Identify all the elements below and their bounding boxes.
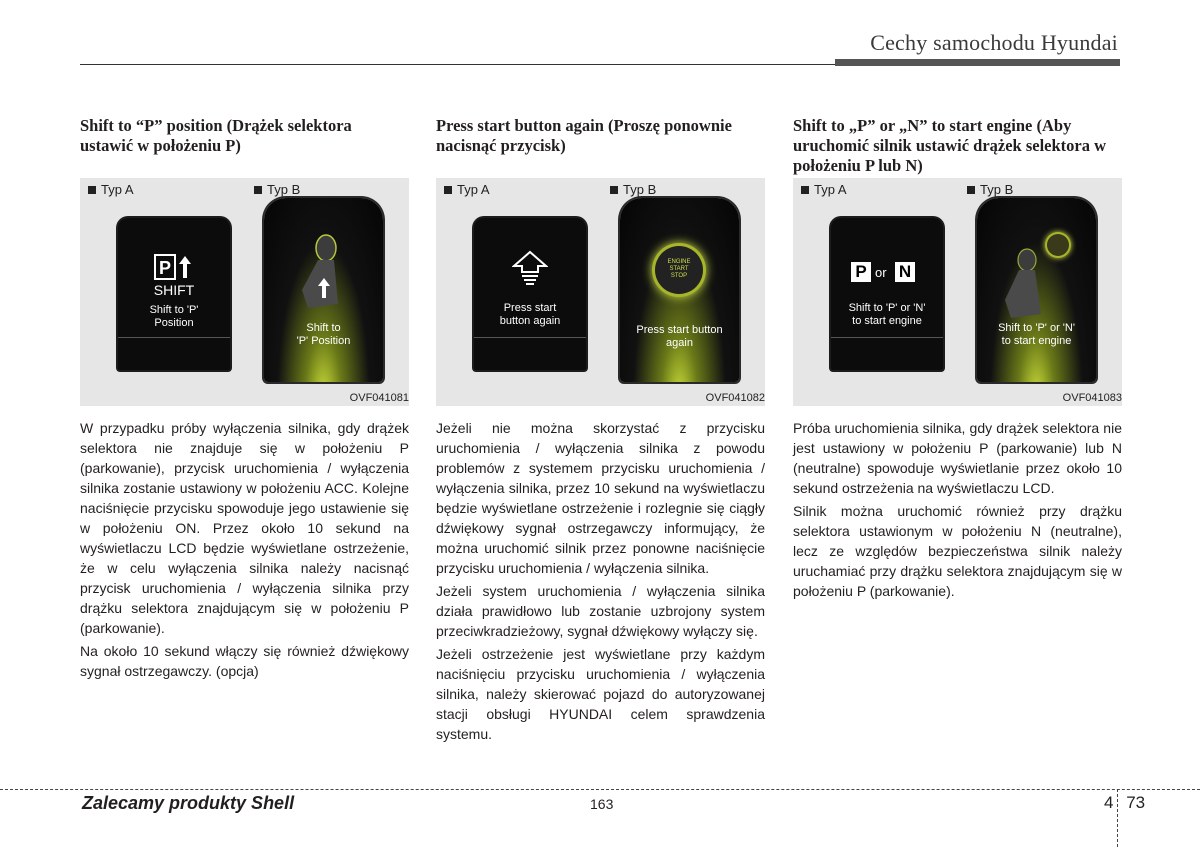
running-header: Cechy samochodu Hyundai — [870, 30, 1118, 55]
paragraph: Silnik można uruchomić również przy drążku selektora ustawionym w położeniu N (neutralne), lecz ze względów bezpieczeństwa silnik należy uruchamiać przy drążku selektora znajdującym się w położeniu P (parkowanie). — [793, 503, 1122, 599]
gear-lever-icon — [999, 248, 1055, 322]
square-bullet-icon — [610, 186, 618, 194]
type-a-tag — [444, 182, 490, 197]
type-a-label: Typ A — [814, 182, 847, 197]
panel-a-message: Press start button again — [499, 302, 561, 327]
square-bullet-icon — [254, 186, 262, 194]
figure-press-start-again — [436, 178, 765, 406]
square-bullet-icon — [967, 186, 975, 194]
display-panel-type-b — [264, 198, 383, 382]
figure-shift-to-p — [80, 178, 409, 406]
type-b-label: Typ B — [623, 182, 657, 197]
shift-text: SHIFT — [153, 282, 195, 298]
page-number: 163 — [590, 796, 614, 812]
display-panel-type-b — [977, 198, 1096, 382]
display-panel-type-a — [831, 218, 943, 370]
section-press-start-again — [436, 116, 765, 747]
type-b-label: Typ B — [267, 182, 301, 197]
section-p-or-n — [793, 116, 1122, 604]
square-bullet-icon — [88, 186, 96, 194]
footer-rule — [0, 789, 1200, 790]
panel-b-message: Shift to 'P' Position — [296, 322, 351, 347]
section-heading: Shift to “P” position (Drążek selektora ustawić w położeniu P) — [80, 116, 352, 155]
n-box: N — [895, 262, 915, 282]
start-stop-button-icon — [655, 246, 703, 294]
figure-code: OVF041082 — [705, 392, 765, 404]
footer-tagline: Zalecamy produkty Shell — [82, 793, 295, 813]
svg-text:P: P — [158, 258, 172, 278]
paragraph: Na około 10 sekund włączy się również dźwiękowy sygnał ostrzegawczy. (opcja) — [80, 643, 409, 679]
header-bar — [835, 59, 1120, 66]
park-shift-icon — [154, 254, 194, 280]
body-text — [80, 418, 409, 681]
figure-p-or-n — [793, 178, 1122, 406]
p-or-n-indicator — [851, 262, 925, 284]
chapter-page-number: 73 — [1126, 793, 1146, 812]
display-panel-type-b — [620, 198, 739, 382]
panel-a-message: Shift to 'P' or 'N' to start engine — [848, 302, 926, 327]
figure-code: OVF041081 — [349, 392, 409, 404]
or-text: or — [875, 265, 887, 280]
body-text — [793, 418, 1122, 601]
start-stop-button-text: ENGINE START STOP — [667, 259, 691, 279]
panel-b-message: Press start button again — [636, 324, 723, 349]
gear-lever-icon — [294, 234, 354, 314]
paragraph: Jeżeli ostrzeżenie jest wyświetlane przy każdym naciśnięciu przycisku uruchomienia / wyłączenia silnika, należy skierować pojazd do autoryzowanej stacji obsługi HYUNDAI celem sprawdzenia systemu. — [436, 646, 765, 742]
display-panel-type-a — [118, 218, 230, 370]
chapter-page — [1104, 793, 1145, 813]
paragraph: Jeżeli nie można skorzystać z przycisku uruchomienia / wyłączenia silnika z powodu problemów z systemem przycisku uruchomienia / wyłączenia silnika, przez 10 sekund na wyświetlaczu będzie wyświetlane ostrzeżenie i rozlegnie się ciągły dźwiękowy sygnał ostrzegawczy informujący, że można uruchomić silnik przez ponowne naciśnięcie przycisku uruchomienia / wyłączenia silnika. — [436, 420, 765, 576]
p-box: P — [851, 262, 871, 282]
display-panel-type-a — [474, 218, 586, 370]
type-b-tag — [254, 182, 300, 197]
type-b-tag — [967, 182, 1013, 197]
panel-b-message: Shift to 'P' or 'N' to start engine — [998, 322, 1075, 347]
square-bullet-icon — [444, 186, 452, 194]
section-shift-to-p — [80, 116, 409, 684]
square-bullet-icon — [801, 186, 809, 194]
type-a-label: Typ A — [457, 182, 490, 197]
type-a-tag — [88, 182, 134, 197]
paragraph: Jeżeli system uruchomienia / wyłączenia silnika działa prawidłowo lub zostanie uzbrojony system przeciwkradzieżowy, sygnał dźwiękowy wyłączy się. — [436, 583, 765, 639]
chapter-number: 4 — [1104, 793, 1114, 812]
press-button-icon — [512, 250, 548, 286]
section-heading: Press start button again (Proszę ponownie nacisnąć przycisk) — [436, 116, 732, 155]
paragraph: Próba uruchomienia silnika, gdy drążek selektora nie jest ustawiony w położeniu P (parkowanie) lub N (neutralne) spowoduje wyświetlanie przez około 10 sekund ostrzeżenia na wyświetlaczu LCD. — [793, 420, 1122, 496]
type-a-label: Typ A — [101, 182, 134, 197]
panel-a-message: Shift to 'P' Position — [149, 304, 199, 329]
figure-code: OVF041083 — [1062, 392, 1122, 404]
type-a-tag — [801, 182, 847, 197]
type-b-tag — [610, 182, 656, 197]
type-b-label: Typ B — [980, 182, 1014, 197]
section-heading: Shift to „P” or „N” to start engine (Aby uruchomić silnik ustawić drążek selektora w położeniu P lub N) — [793, 116, 1107, 175]
body-text — [436, 418, 765, 744]
paragraph: W przypadku próby wyłączenia silnika, gdy drążek selektora nie znajduje się w położeniu P (parkowanie), przycisk uruchomienia / wyłączenia silnika zostanie ustawiony w położeniu ACC. Kolejne naciśnięcie przycisku spowoduje jego ustawienie się w położeniu ON. Przez około 10 sekund na wyświetlaczu LCD będzie wyświetlane ostrzeżenie, że w celu wyłączenia silnika należy nacisnąć przycisk uruchomienia / wyłączenia silnika przy drążku selektora znajdującym się w położeniu P (parkowanie). — [80, 420, 409, 636]
